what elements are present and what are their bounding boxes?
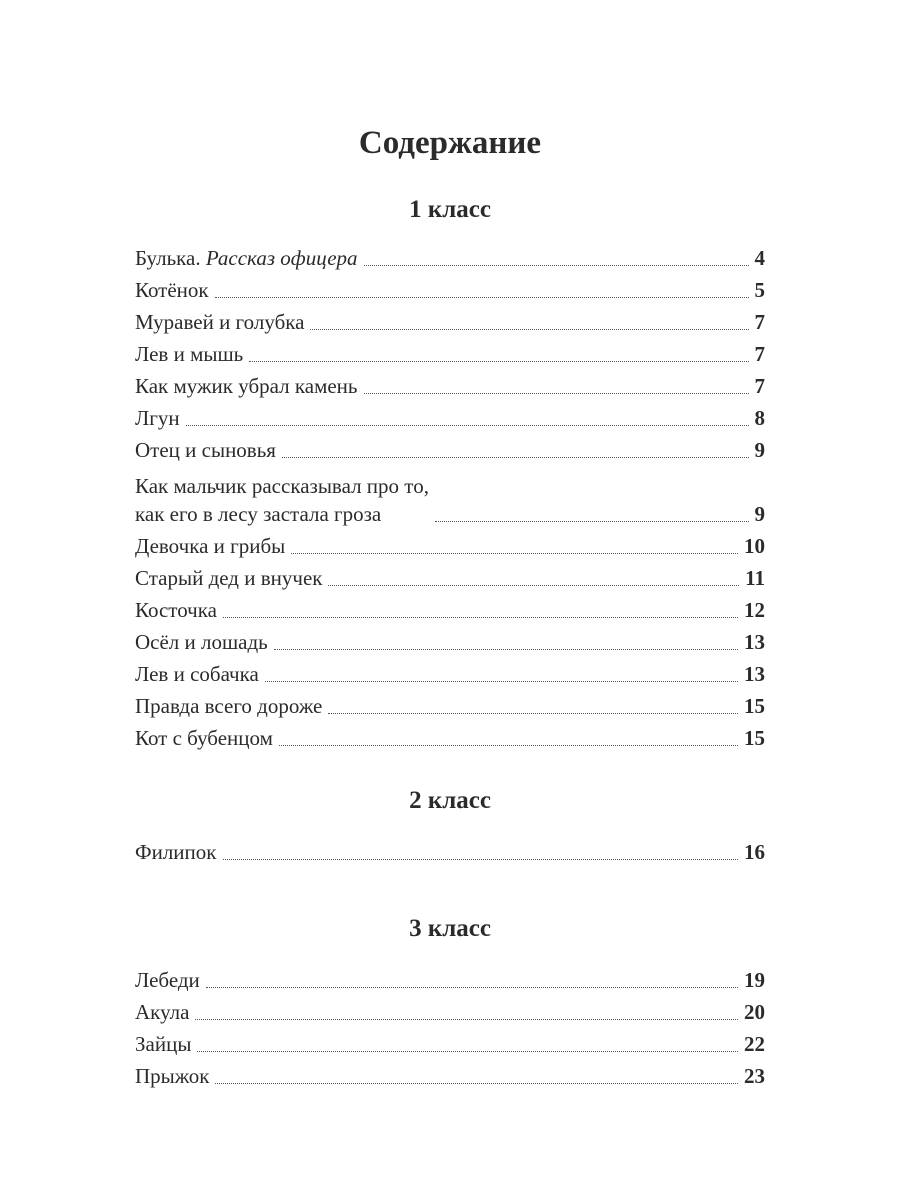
dot-leader — [279, 745, 738, 746]
toc-entry-title: Булька. Рассказ офицера — [135, 246, 358, 270]
toc-entry[interactable] — [135, 240, 765, 272]
toc-entry[interactable] — [135, 834, 765, 866]
toc-page-number: 7 — [754, 310, 765, 334]
toc-entry-title: Как мужик убрал камень — [135, 374, 358, 398]
toc-page-number: 22 — [744, 1032, 765, 1056]
toc-entry-title: Лев и собачка — [135, 662, 259, 686]
toc-page-number: 9 — [754, 438, 765, 462]
toc-page-number: 5 — [754, 278, 765, 302]
toc-page-number: 7 — [754, 342, 765, 366]
dot-leader — [364, 393, 749, 394]
toc-entry-title: Котёнок — [135, 278, 209, 302]
toc-page-number: 9 — [754, 502, 765, 526]
toc-entry[interactable] — [135, 432, 765, 464]
toc-entry[interactable] — [135, 464, 765, 528]
toc-entry[interactable] — [135, 720, 765, 752]
toc-page-number: 10 — [744, 534, 765, 558]
toc-entry[interactable] — [135, 688, 765, 720]
dot-leader — [223, 617, 738, 618]
dot-leader — [186, 425, 749, 426]
toc-page-number: 15 — [744, 726, 765, 750]
toc-entry[interactable] — [135, 336, 765, 368]
dot-leader — [215, 297, 749, 298]
toc-entry-title: Муравей и голубка — [135, 310, 305, 334]
dot-leader — [249, 361, 748, 362]
dot-leader — [328, 713, 738, 714]
toc-entry-title: Лев и мышь — [135, 342, 244, 366]
toc-entry[interactable] — [135, 624, 765, 656]
toc-entry[interactable] — [135, 962, 765, 994]
toc-entry[interactable] — [135, 592, 765, 624]
toc-entry-title: Косточка — [135, 598, 217, 622]
dot-leader — [282, 457, 749, 458]
toc-entry[interactable] — [135, 304, 765, 336]
toc-page-number: 13 — [744, 662, 765, 686]
toc-list-grade-2 — [135, 834, 765, 866]
dot-leader — [195, 1019, 738, 1020]
toc-page-number: 7 — [754, 374, 765, 398]
toc-entry-title: Акула — [135, 1000, 190, 1024]
toc-page-number: 4 — [754, 246, 765, 270]
toc-entry-title: Филипок — [135, 840, 217, 864]
section-heading-grade-2: 2 класс — [409, 787, 491, 814]
toc-page-number: 11 — [745, 566, 765, 590]
toc-entry[interactable] — [135, 528, 765, 560]
toc-entry-title: Как мальчик рассказывал про то, как его в лесу застала гроза — [135, 474, 429, 526]
toc-entry-title: Лебеди — [135, 968, 200, 992]
dot-leader — [435, 521, 749, 522]
toc-entry[interactable] — [135, 1026, 765, 1058]
toc-page-number: 23 — [744, 1064, 765, 1088]
toc-entry[interactable] — [135, 1058, 765, 1090]
dot-leader — [310, 329, 748, 330]
dot-leader — [223, 859, 739, 860]
toc-entry-title: Девочка и грибы — [135, 534, 286, 558]
toc-list-grade-3 — [135, 962, 765, 1090]
toc-page-number: 16 — [744, 840, 765, 864]
dot-leader — [291, 553, 738, 554]
toc-list-grade-1 — [135, 240, 765, 752]
toc-entry[interactable] — [135, 368, 765, 400]
dot-leader — [197, 1051, 738, 1052]
toc-entry[interactable] — [135, 656, 765, 688]
dot-leader — [328, 585, 739, 586]
toc-entry-title: Правда всего дороже — [135, 694, 323, 718]
toc-page-number: 19 — [744, 968, 765, 992]
toc-entry-title: Отец и сыновья — [135, 438, 276, 462]
toc-entry-title: Осёл и лошадь — [135, 630, 268, 654]
dot-leader — [274, 649, 738, 650]
toc-entry-title: Зайцы — [135, 1032, 192, 1056]
page-title: Содержание — [358, 125, 542, 161]
section-heading-grade-1: 1 класс — [409, 196, 491, 223]
toc-entry[interactable] — [135, 994, 765, 1026]
toc-entry[interactable] — [135, 560, 765, 592]
toc-entry-title: Кот с бубенцом — [135, 726, 273, 750]
toc-entry-title: Лгун — [135, 406, 180, 430]
toc-entry-subtitle: Рассказ офицера — [205, 246, 358, 270]
toc-page-number: 15 — [744, 694, 765, 718]
toc-entry[interactable] — [135, 272, 765, 304]
toc-entry-title: Прыжок — [135, 1064, 210, 1088]
dot-leader — [206, 987, 738, 988]
dot-leader — [265, 681, 738, 682]
section-heading-grade-3: 3 класс — [409, 915, 491, 942]
toc-entry[interactable] — [135, 400, 765, 432]
toc-entry-title: Старый дед и внучек — [135, 566, 323, 590]
toc-page-number: 8 — [754, 406, 765, 430]
toc-page-number: 13 — [744, 630, 765, 654]
dot-leader — [364, 265, 749, 266]
dot-leader — [215, 1083, 738, 1084]
toc-page-number: 20 — [744, 1000, 765, 1024]
toc-page-number: 12 — [744, 598, 765, 622]
